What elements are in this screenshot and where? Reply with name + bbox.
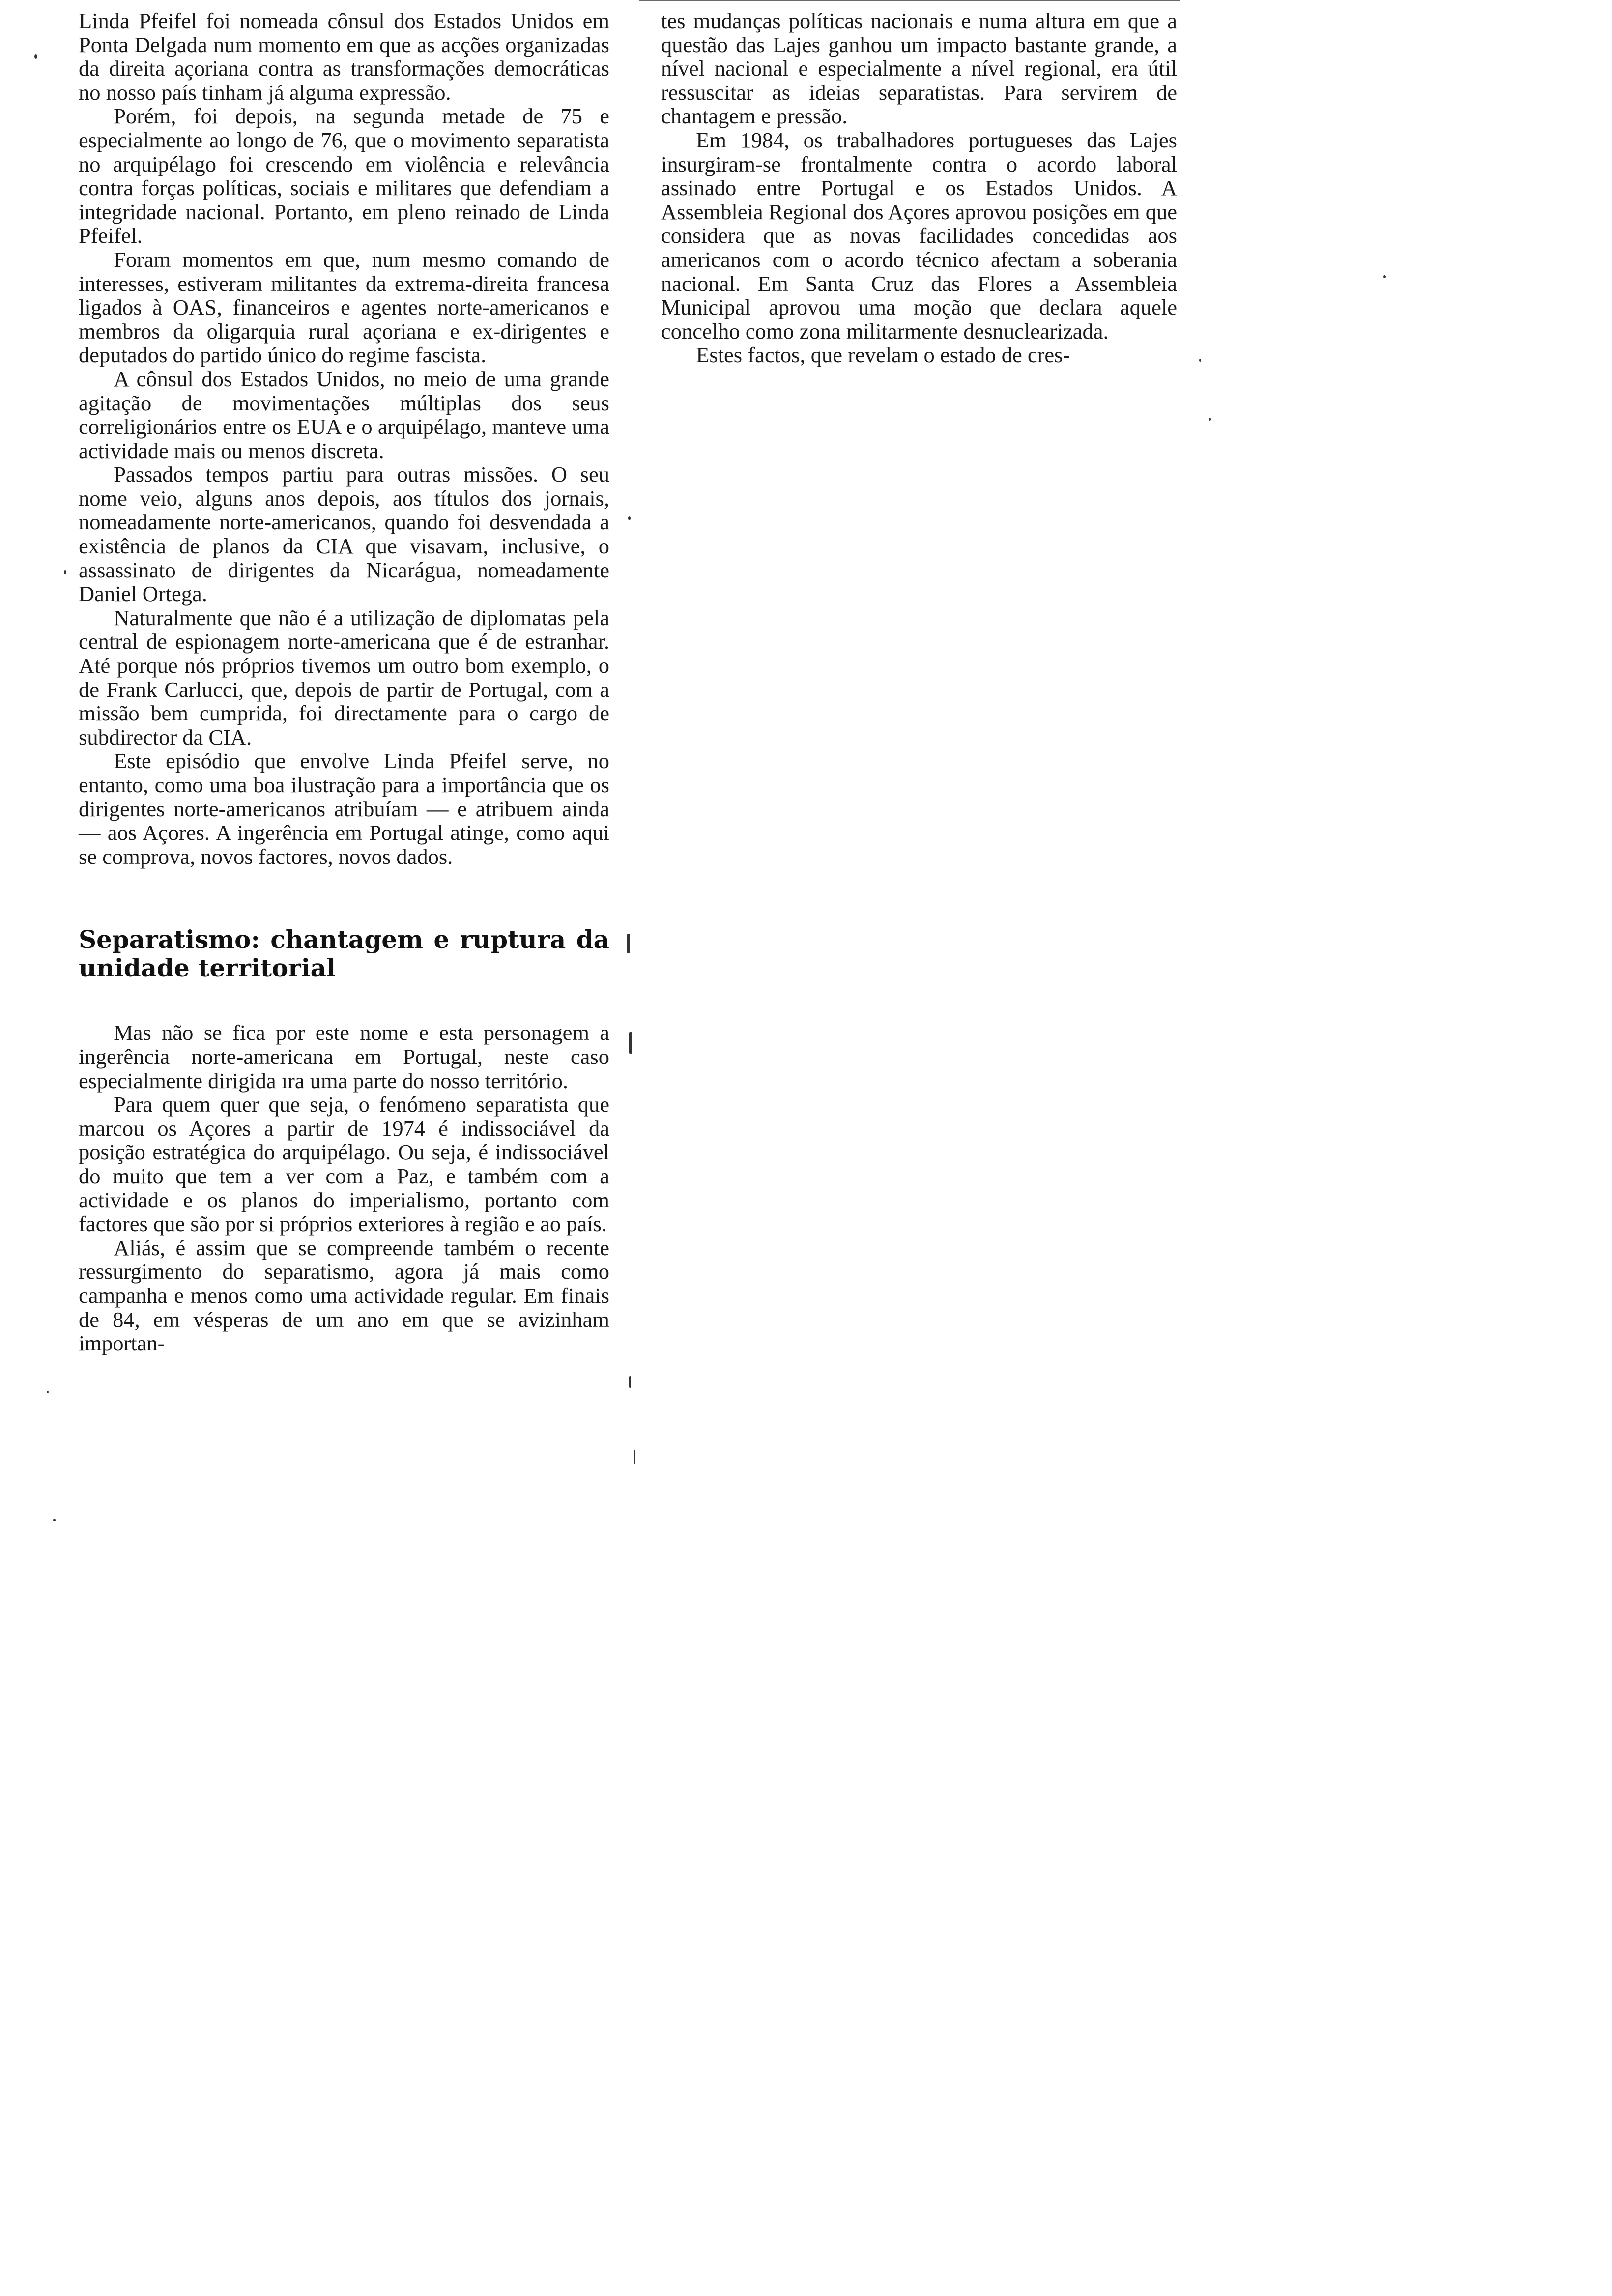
paragraph: Este episódio que envolve Linda Pfeifel serve, no entanto, como uma boa ilustração para a importância que os dirigentes norte-americanos atribuíam — e atribuem ainda — aos Açores. A ingerência em Portugal atinge, como aqui se comprova, novos factores, novos dados. [79,748,609,869]
paragraph: Porém, foi depois, na segunda metade de 75 e especialmente ao longo de 76, que o movimento separatista no arquipélago foi crescendo em violência e relevância contra forças políticas, sociais e militares que defendiam a integridade nacional. Portanto, em pleno reinado de Linda Pfeifel. [79,104,609,248]
paragraph: Naturalmente que não é a utilização de diplomatas pela central de espionagem norte-americana que é de estranhar. Até porque nós próprios tivemos um outro bom exemplo, o de Frank Carlucci, que, depois de partir de Portugal, com a missão bem cumprida, foi directamente para o cargo de subdirector da CIA. [79,605,609,749]
paragraph: A cônsul dos Estados Unidos, no meio de uma grande agitação de movimentações múltiplas dos seus correligionários entre os EUA e o arquipélago, manteve uma actividade mais ou menos discreta. [79,366,609,463]
scan-top-rule [639,0,1180,1]
scan-speck [629,1376,631,1388]
scan-speck [634,1450,635,1464]
paragraph: Para quem quer que seja, o fenómeno separatista que marcou os Açores a partir de 1974 é indissociável da posição estratégica do arquipélago. Ou seja, é indissociável do muito que tem a ver com a Paz, e também com a actividade e os planos do imperialismo, portanto com factores que são por si próprios exteriores à região e ao país. [79,1092,609,1236]
scan-speck [64,570,66,574]
scan-speck [34,54,37,59]
scan-speck [1199,359,1201,362]
scan-speck [1383,275,1386,278]
paragraph: Em 1984, os trabalhadores portugueses das Lajes insurgiram-se frontalmente contra o acordo laboral assinado entre Portugal e os Estados Unidos. A Assembleia Regional dos Açores aprovou posições em que considera que as novas facilidades concedidas aos americanos com o acordo técnico afectam a soberania nacional. Em Santa Cruz das Flores a Assembleia Municipal aprovou uma moção que declara aquele concelho como zona militarmente desnuclearizada. [661,127,1177,344]
right-column [661,9,1177,367]
left-column [79,9,609,1355]
section-headline: Separatismo: chantagem e ruptura da unidade territorial [79,925,609,983]
scan-speck [628,516,631,520]
paragraph: Linda Pfeifel foi nomeada cônsul dos Estados Unidos em Ponta Delgada num momento em que as acções organizadas da direita açoriana contra as transformações democráticas no nosso país tinham já alguma expressão. [79,8,609,105]
scan-speck [629,1032,632,1054]
paragraph: Aliás, é assim que se compreende também o recente ressurgimento do separatismo, agora já mais como campanha e menos como uma actividade regular. Em finais de 84, em vésperas de um ano em que se avizinham importan- [79,1235,609,1356]
paragraph: Foram momentos em que, num mesmo comando de interesses, estiveram militantes da extrema-direita francesa ligados à OAS, financeiros e agentes norte-americanos e membros da oligarquia rural açoriana e ex-dirigentes e deputados do partido único do regime fascista. [79,247,609,368]
paragraph: tes mudanças políticas nacionais e numa altura em que a questão das Lajes ganhou um impacto bastante grande, a nível nacional e especialmente a nível regional, era útil ressuscitar as ideias separatistas. Para servirem de chantagem e pressão. [661,8,1177,129]
scan-speck [53,1519,56,1521]
paragraph: Estes factos, que revelam o estado de cres- [696,343,1070,368]
scan-speck [47,1391,49,1393]
paragraph: Mas não se fica por este nome e esta personagem a ingerência norte-americana em Portugal, neste caso especialmente dirigida ıra uma parte do nosso território. [79,1020,609,1093]
paragraph: Passados tempos partiu para outras missões. O seu nome veio, alguns anos depois, aos títulos dos jornais, nomeadamente norte-americanos, quando foi desvendada a existência de planos da CIA que visavam, inclusive, o assassinato de dirigentes da Nicarágua, nomeadamente Daniel Ortega. [79,462,609,606]
scan-speck [627,934,630,953]
scan-speck [1209,418,1211,421]
